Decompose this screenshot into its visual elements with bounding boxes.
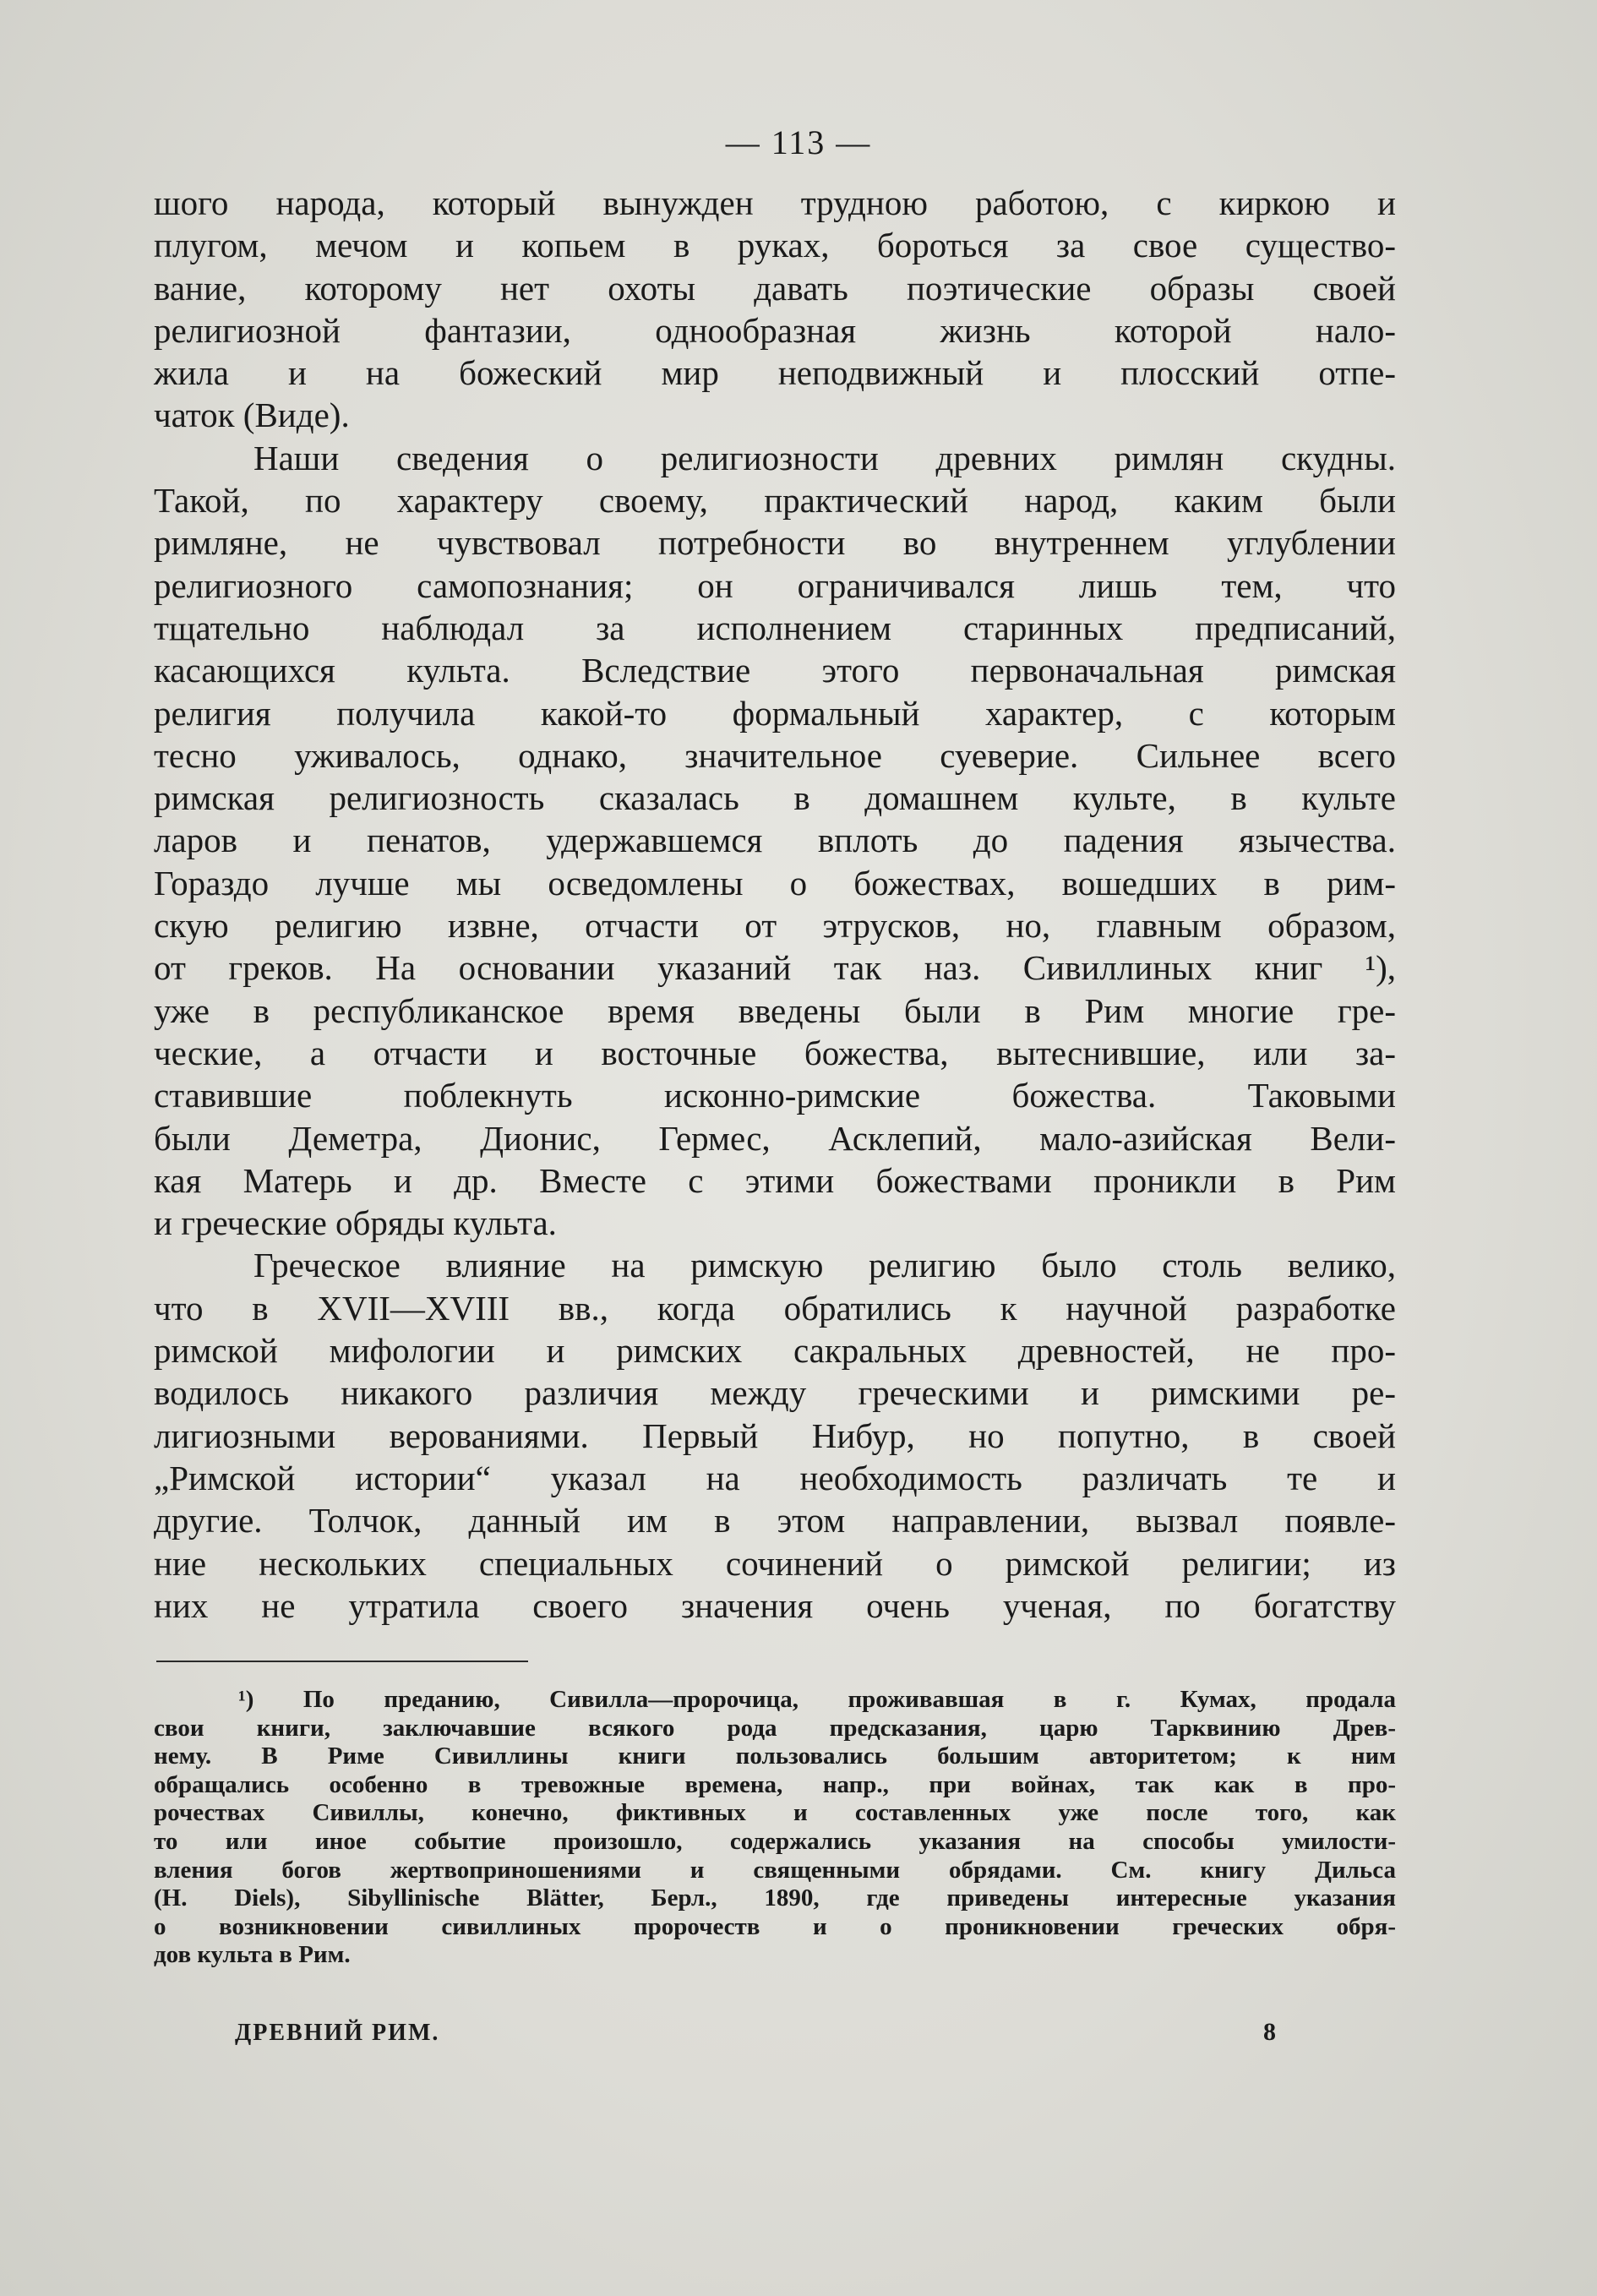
main-text [154, 182, 1396, 1627]
text-line: ческие, а отчасти и восточные божества, вытеснившие, или за- [154, 1033, 1396, 1072]
signature-title: ДРЕВНИЙ РИМ. [235, 2020, 440, 2046]
text-line: кая Матерь и др. Вместе с этими божествами проникли в Рим [154, 1160, 1396, 1200]
text-line: ларов и пенатов, удержавшемся вплоть до падения язычества. [154, 821, 1396, 860]
text-line: плугом, мечом и копьем в руках, бороться за свое существо- [154, 226, 1396, 265]
text-line: римской мифологии и римских сакральных древностей, не про- [154, 1331, 1396, 1371]
text-line: религиозной фантазии, однообразная жизнь которой нало- [154, 310, 1396, 350]
footnote-divider [156, 1661, 528, 1662]
footnote-line: дов культа в Рим. [154, 1941, 351, 1969]
text-line: были Деметра, Дионис, Гермес, Асклепий, мало-азийская Вели- [154, 1118, 1396, 1158]
footnote-line: то или иное событие произошло, содержались указания на способы умилости- [154, 1827, 1396, 1855]
signature-number: 8 [1263, 2018, 1276, 2046]
text-line: тесно уживалось, однако, значительное суеверие. Сильнее всего [154, 735, 1396, 775]
text-line: римляне, не чувствовал потребности во внутреннем углублении [154, 523, 1396, 563]
text-line: Гораздо лучше мы осведомлены о божествах, вошедших в рим- [154, 863, 1396, 903]
text-line: что в XVII—XVIII вв., когда обратились к научной разработке [154, 1288, 1396, 1328]
footnote-line: ¹) По преданию, Сивилла—пророчица, проживавшая в г. Кумах, продала [238, 1686, 1396, 1713]
footnote-line: рочествах Сивиллы, конечно, фиктивных и составленных уже после того, как [154, 1799, 1396, 1827]
text-line: Такой, по характеру своему, практический народ, каким были [154, 481, 1396, 521]
text-line: них не утратила своего значения очень ученая, по богатству [154, 1585, 1396, 1625]
text-line: Наши сведения о религиозности древних римлян скудны. [253, 438, 1396, 477]
text-line: религия получила какой-то формальный характер, с которым [154, 693, 1396, 733]
text-line: скую религию извне, отчасти от этрусков, но, главным образом, [154, 906, 1396, 946]
text-line: касающихся культа. Вследствие этого первоначальная римская [154, 651, 1396, 690]
text-line: „Римской истории“ указал на необходимость различать те и [154, 1458, 1396, 1497]
text-line: чаток (Виде). [154, 395, 350, 435]
text-line: ставившие поблекнуть исконно-римские божества. Таковыми [154, 1076, 1396, 1115]
text-line: лигиозными верованиями. Первый Нибур, но попутно, в своей [154, 1415, 1396, 1455]
text-line: ние нескольких специальных сочинений о римской религии; из [154, 1543, 1396, 1583]
footnote [154, 1686, 1396, 1970]
footnote-line: (H. Diels), Sibyllinische Blätter, Берл., 1890, где приведены интересные указания [154, 1884, 1396, 1912]
footnote-line: о возникновении сивиллиных пророчеств и о проникновении греческих обря- [154, 1912, 1396, 1940]
text-line: шого народа, который вынужден трудною работою, с киркою и [154, 183, 1396, 222]
text-line: Греческое влияние на римскую религию было столь велико, [253, 1246, 1396, 1285]
text-line: тщательно наблюдал за исполнением старинных предписаний, [154, 608, 1396, 647]
footnote-line: вления богов жертвоприношениями и священными обрядами. См. книгу Дильса [154, 1856, 1396, 1884]
text-line: другие. Толчок, данный им в этом направлении, вызвал появле- [154, 1501, 1396, 1541]
text-line: уже в республиканское время введены были в Рим многие гре- [154, 990, 1396, 1030]
text-line: вание, которому нет охоты давать поэтические образы своей [154, 268, 1396, 308]
text-line: водилось никакого различия между греческими и римскими ре- [154, 1373, 1396, 1413]
footnote-line: свои книги, заключавшие всякого рода предсказания, царю Тарквинию Древ- [154, 1714, 1396, 1742]
footnote-line: обращались особенно в тревожные времена, напр., при войнах, так как в про- [154, 1770, 1396, 1798]
footnote-line: нему. В Риме Сивиллины книги пользовались большим авторитетом; к ним [154, 1742, 1396, 1770]
text-line: и греческие обряды культа. [154, 1203, 557, 1243]
text-line: римская религиозность сказалась в домашнем культе, в культе [154, 778, 1396, 818]
text-line: от греков. На основании указаний так наз. Сивиллиных книг ¹), [154, 948, 1396, 988]
text-line: религиозного самопознания; он ограничивался лишь тем, что [154, 565, 1396, 605]
page-number: — 113 — [725, 123, 872, 161]
text-line: жила и на божеский мир неподвижный и плосский отпе- [154, 353, 1396, 393]
